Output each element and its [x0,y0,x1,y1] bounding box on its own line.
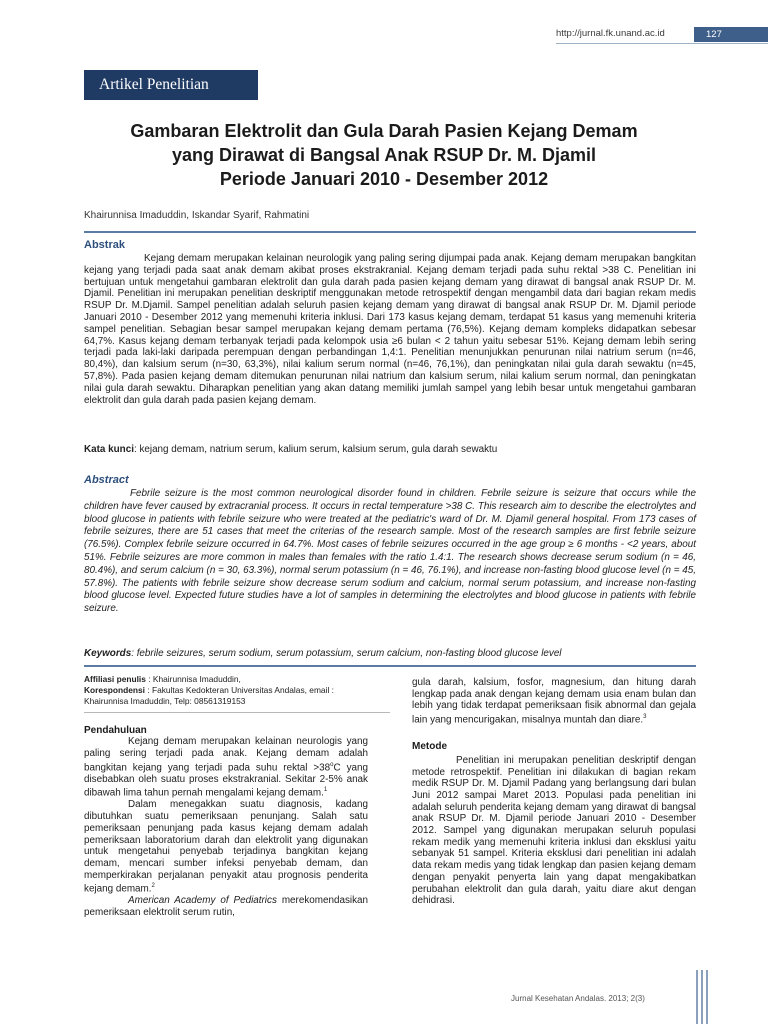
correspondence-text: : Fakultas Kedokteran Universitas Andalas, email : [144,685,334,696]
affiliation-block [84,674,368,708]
abstrak-body: Kejang demam merupakan kelainan neurologik yang paling sering dijumpai pada anak. Kejang demam merupakan bangkitan kejang yang terjadi pada saat anak demam akibat proses ekstrakranial. Kejang demam terjadi pada suhu rektal >38 C. Penelitian ini bertujuan untuk mengetahui gambaran elektrolit dan gula darah pada pasien kejang demam yang dirawat di bangsal anak RSUP Dr. M. Djamil. Penelitian ini merupakan penelitian deskriptif menggunakan metode retrospektif dengan mengambil data dari bagian rekam medis RSUP Dr. M.Djamil. Sampel penelitian adalah seluruh pasien kejang demam yang dirawat di bangsal anak RSUP Dr. M. Djamil periode Januari 2010 - Desember 2012 yang memenuhi kriteria inklusi. Dari 173 kasus kejang demam, terdapat 51 kasus yang memenuhi kriteria sampel penelitian. Sebagian besar sampel merupakan kejang demam pertama (76,5%). Kejang demam kompleks didapatkan sebesar 64,7%. Kasus kejang demam terbanyak terjadi pada kelompok usia ≥6 bulan < 2 tahun yaitu sebesar 51%. Kejang demam lebih sering terjadi pada laki-laki daripada perempuan dengan perbandingan 1,4:1. Penelitian menunjukkan penurunan nilai natrium serum (n=46, 80,4%), dan kalsium serum (n=30, 63,3%), nilai kalium serum normal (n=46, 76,1%), dan peningkatan nilai gula darah sewaktu (n=45, 57,8%). Pada pasien kejang demam ditemukan penurunan nilai natrium dan kalsium serum, nilai kalium serum normal, dan peningkatan nilai gula darah sewaktu. Diharapkan penelitian yang akan datang memiliki jumlah sampel yang lebih besar untuk mengetahui gambaran elektrolit dan gula darah pada pasien kejang demam. [84,253,696,406]
journal-url: http://jurnal.fk.unand.ac.id [556,28,665,39]
abstract-heading: Abstract [84,474,129,486]
affiliation-text: : Khairunnisa Imaduddin, [145,674,241,684]
kata-kunci-text: : kejang demam, natrium serum, kalium serum, kalsium serum, gula darah sewaktu [133,444,498,455]
keywords-label: Keywords [84,648,132,659]
affiliation-rule [84,712,390,713]
title-line-2: yang Dirawat di Bangsal Anak RSUP Dr. M. Djamil [171,145,597,165]
article-title [70,119,698,191]
left-column [84,674,368,919]
footer-bar-2 [701,970,703,1024]
article-type-tag: Artikel Penelitian [84,70,258,100]
author-list: Khairunnisa Imaduddin, Iskandar Syarif, Rahmatini [84,210,310,221]
intro-continuation: gula darah, kalsium, fosfor, magnesium, dan hitung darah lengkap pada anak dengan kejang demam usia enam bulan dan lebih yang tidak terdapat pemeriksaan fisik abnormal dan gejala lain yang mencurigakan, misalnya muntah dan diare.$^3$ [412,677,696,726]
contact-text: Khairunnisa Imaduddin, Telp: 08561319153 [84,696,246,707]
keywords-text: : febrile seizures, serum sodium, serum potassium, serum calcium, non-fasting blood glucose level [131,648,562,659]
page-number: 127 [694,27,768,42]
affiliation-label: Affiliasi penulis [84,674,146,684]
intro-paragraph-2: Dalam menegakkan suatu diagnosis, kadang dibutuhkan suatu pemeriksaan penunjang. Salah satu pemeriksaan penunjang pada kasus kejang demam adalah pemeriksaan laboratorium darah dan elektrolit yang digunakan untuk mengetahui penyebab terjadinya bangkitan kejang demam, mencari sumber infeksi penyebab demam, dan memperkirakan perjalanan penyakit atau prognosis penderita kejang demam.$^2$ [84,799,368,895]
intro-paragraph-1: Kejang demam merupakan kelainan neurologis yang paling sering terjadi pada anak. Kejang demam adalah bangkitan kejang yang terjadi pada suhu rektal $>38^oC$ yang disebabkan oleh suatu proses ekstrakranial. Sekitar 2-5% anak dibawah lima tahun pernah mengalami kejang demam.$^1$ [84,736,368,799]
right-column [412,677,696,907]
journal-citation: Jurnal Kesehatan Andalas. 2013; 2(3) [511,994,645,1003]
kata-kunci-label: Kata kunci [84,444,134,455]
metode-paragraph: Penelitian ini merupakan penelitian deskriptif dengan metode retrospektif. Penelitian ini dilakukan di bagian rekam medik RSUP Dr. M. Djamil Padang yang berlangsung dari bulan Juni 2012 sampai Maret 2013. Populasi pada penelitian ini adalah seluruh penderita kejang demam yang dirawat di bangsal anak RSUP Dr. M. Djamil periode Januari 2010 - Desember 2012. Sampel yang digunakan merupakan seluruh populasi rekam medik yang memenuhi kriteria inklusi dan eksklusi yaitu sebanyak 51 sampel. Kriteria eksklusi dari penelitian ini adalah data rekam medis yang tidak lengkap dan pasien kejang demam dengan penyakit penyerta lain yang dapat mengakibatkan perubahan elektrolit dan gula darah, yaitu diare akut dengan dehidrasi. [412,754,696,907]
footer-bar-1 [696,970,698,1024]
pendahuluan-heading: Pendahuluan [84,724,147,736]
abstrak-heading: Abstrak [84,239,125,251]
correspondence-label: Korespondensi [84,685,145,696]
metode-heading: Metode [412,741,447,753]
title-line-1: Gambaran Elektrolit dan Gula Darah Pasien Kejang Demam [130,121,638,141]
abstract-bottom-rule [84,665,696,667]
header-rule [556,43,768,44]
keywords [84,648,696,659]
intro-paragraph-3: American Academy of Pediatrics merekomendasikan pemeriksaan elektrolit serum rutin, [84,895,368,919]
title-line-3: Periode Januari 2010 - Desember 2012 [219,169,549,189]
footer-bar-3 [706,970,708,1024]
abstract-body: Febrile seizure is the most common neurological disorder found in children. Febrile seizure is seizure that occurs while the children have fever caused by extracranial process. It occurs in rectal temperature >38 C. This research aim to describe the electrolytes and blood glucose in patients with febrile seizure who were treated at the pediatric's ward of Dr. M. Djamil general hospital. From 173 cases of febrile seizures, there are 51 cases that meet the criterias of the research sample. Most of the research samples are first febrile seizure (76.5%). Complex febrile seizure occurred in 64.7%. Most cases of febrile seizures occurred in the age group ≥ 6 months - <2 years, about 51%. Febrile seizures are more common in males than females with the ratio 1.4:1. The research shows decrease serum sodium (n = 46, 80.4%), and serum calcium (n = 30, 63.3%), normal serum potassium (n = 46, 76.1%), and increase non-fasting blood glucose level (n = 45, 57.8%). The patients with febrile seizure show decrease serum sodium and calcium, normal serum potassium, and increase non-fasting blood glucose level. Expected future studies have a lot of samples in determining the electrolytes and blood glucose in patients with febrile seizure. [84,488,696,615]
abstract-top-rule [84,231,696,233]
kata-kunci [84,444,696,456]
